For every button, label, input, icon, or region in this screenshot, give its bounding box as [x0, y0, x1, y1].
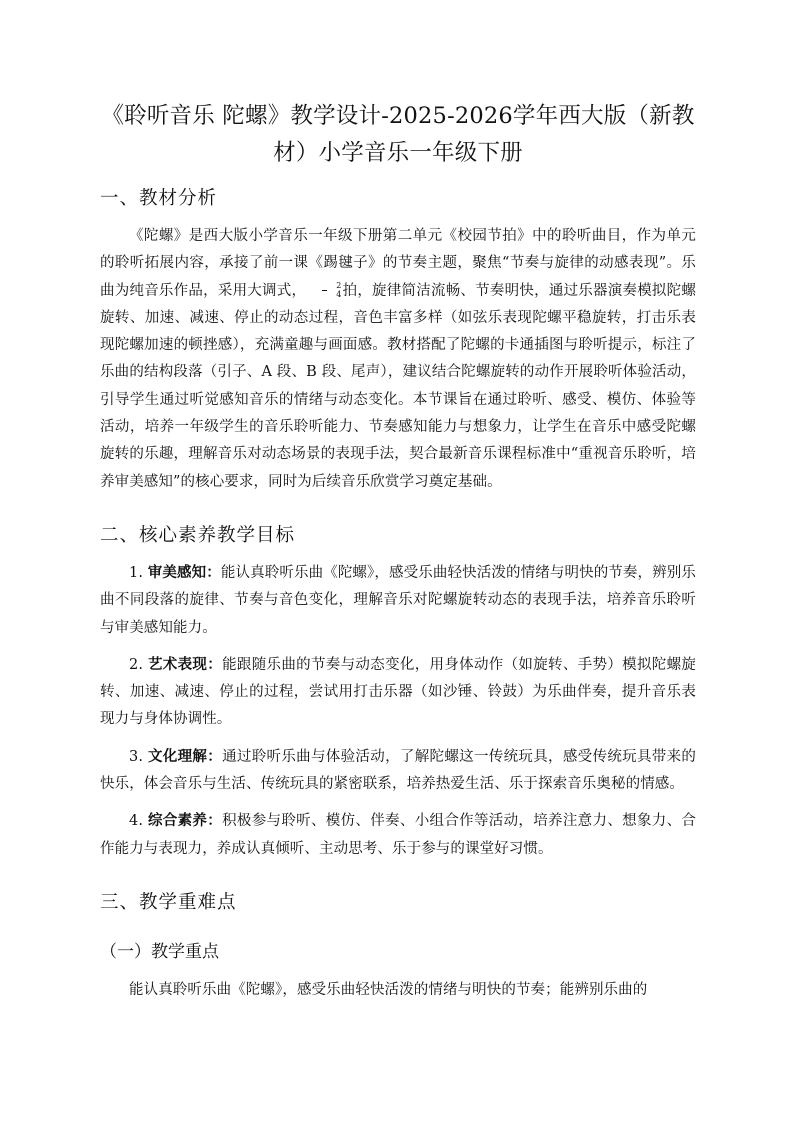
goal-label: 艺术表现： [147, 655, 223, 673]
goal-text: 积极参与聆听、模仿、伴奏、小组合作等活动，培养注意力、想象力、合作能力与表现力，养成认真倾听、主动思考、乐于参与的课堂好习惯。 [100, 813, 697, 857]
goal-item [100, 559, 696, 642]
teaching-focus-paragraph: 能认真聆听乐曲《陀螺》，感受乐曲轻快活泼的情绪与明快的节奏；能辨别乐曲的 [129, 981, 648, 998]
section-heading-textbook-analysis: 一、教材分析 [100, 188, 218, 209]
document-page [100, 98, 696, 1004]
goal-text: 能跟随乐曲的节奏与动态变化，用身体动作（如旋转、手势）模拟陀螺旋转、加速、减速、停止的过程，尝试用打击乐器（如沙锤、铃鼓）为乐曲伴奏，提升音乐表现力与身体协调性。 [100, 656, 697, 728]
textbook-analysis-paragraph [100, 223, 696, 496]
goal-text: 能认真聆听乐曲《陀螺》，感受乐曲轻快活泼的情绪与明快的节奏，辨别乐曲不同段落的旋律、节奏与音色变化，理解音乐对陀螺旋转动态的表现手法，培养音乐聆听与审美感知能力。 [100, 564, 697, 636]
goal-number: 4. [129, 813, 144, 830]
goal-text: 通过聆听乐曲与体验活动，了解陀螺这一传统玩具，感受传统玩具带来的快乐，体会音乐与生活、传统玩具的紧密联系，培养热爱生活、乐于探索音乐奥秘的情感。 [100, 748, 697, 793]
goal-item [100, 743, 696, 799]
goal-number: 1. [129, 564, 144, 581]
goal-number: 3. [129, 748, 144, 765]
subheading-teaching-focus: （一）教学重点 [100, 941, 219, 962]
time-signature-bottom: 4 [336, 290, 342, 300]
document-title: 《聆听音乐 陀螺》教学设计-2025-2026学年西大版（新教材）小学音乐一年级下册 [101, 103, 695, 166]
section-heading-key-points: 三、教学重难点 [100, 891, 237, 913]
goal-number: 2. [129, 656, 144, 673]
goal-label: 综合素养： [147, 812, 223, 830]
time-signature [307, 282, 341, 299]
time-signature-top: 2 [336, 281, 342, 291]
goal-item [100, 651, 696, 734]
goal-item [100, 807, 696, 863]
goal-label: 审美感知： [147, 563, 221, 581]
section-heading-core-goals: 二、核心素养教学目标 [100, 524, 296, 546]
analysis-text-part-2: 拍，旋律简洁流畅、节奏明快，通过乐器演奏模拟陀螺旋转、加速、减速、停止的动态过程，音色丰富多样（如弦乐表现陀螺平稳旋转，打击乐表现陀螺加速的顿挫感），充满童趣与画面感。教材搭配了陀螺的卡通插图与聆听提示，标注了乐曲的结构段落（引子、A 段、B 段、尾声），建议结合陀螺旋转的动作开展聆听体验活动，引导学生通过听觉感知音乐的情绪与动态变化。本节课旨在通过聆听、感受、模仿、体验等活动，培养一年级学生的音乐聆听能力、节奏感知能力与想象力，让学生在音乐中感受陀螺旋转的乐趣，理解音乐对动态场景的表现手法，契合最新音乐课程标准中“重视音乐聆听，培养审美感知”的核心要求，同时为后续音乐欣赏学习奠定基础。 [100, 282, 696, 490]
goal-label: 文化理解： [147, 747, 223, 765]
analysis-text-part-1: 《陀螺》是西大版小学音乐一年级下册第二单元《校园节拍》中的聆听曲目，作为单元的聆听拓展内容，承接了前一课《踢毽子》的节奏主题，聚焦“节奏与旋律的动感表现”。乐曲为纯音乐作品，采用大调式， [100, 228, 696, 299]
